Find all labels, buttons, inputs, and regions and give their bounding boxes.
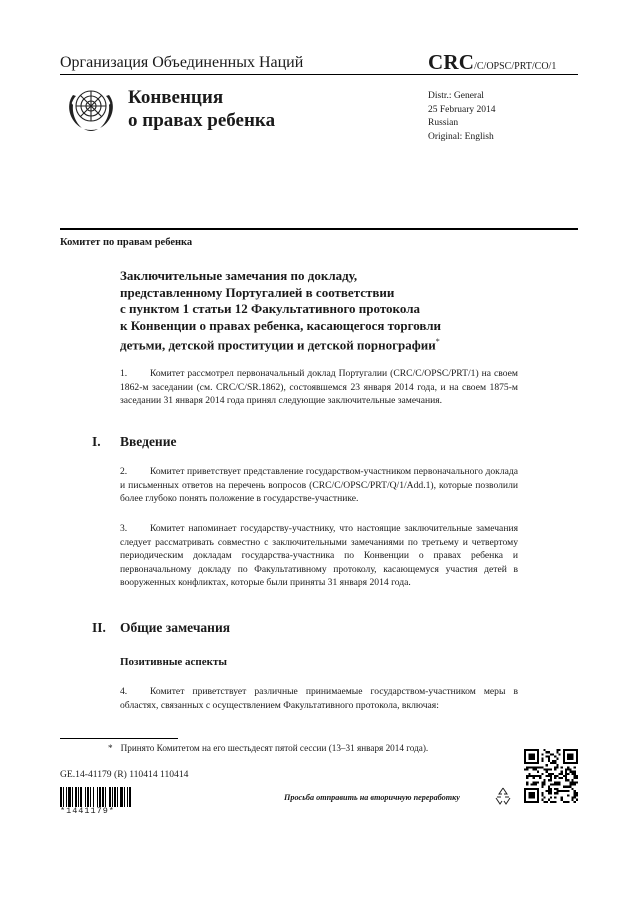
paragraph-1 <box>120 367 518 408</box>
title-line: представленному Португалией в соответствии <box>120 284 395 300</box>
recycle-icon <box>492 785 514 807</box>
convention-title-line2: о правах ребенка <box>128 110 276 131</box>
paragraph-text: Комитет напоминает государству-участнику, что настоящие заключительные замечания следует рассматривать совместно с заключительными замечаниями по третьему и четвертому периодическим докладам государства-участника по Конвенции о правах ребенка и первоначальному докладу по Факультативному протоколу, касающемуся участия детей в вооруженных конфликтах, которые были приняты 31 января 2014 года. <box>120 523 518 589</box>
header-rule <box>60 74 578 75</box>
title-line: с пунктом 1 статьи 12 Факультативного протокола <box>120 301 420 316</box>
convention-title <box>128 86 275 132</box>
job-number: GE.14-41179 (R) 110414 110414 <box>60 769 189 780</box>
section-number: II. <box>92 620 106 635</box>
paragraph-3 <box>120 522 518 590</box>
convention-title-line1: Конвенция <box>128 87 224 108</box>
subsection-heading: Позитивные аспекты <box>120 656 227 668</box>
original-language: Original: English <box>428 131 494 142</box>
document-title <box>120 268 560 354</box>
symbol-main: CRC <box>428 50 475 74</box>
paragraph-number: 3. <box>120 523 128 534</box>
title-footnote-mark: * <box>435 337 440 346</box>
recycle-note: Просьба отправить на вторичную переработку <box>284 793 460 802</box>
paragraph-text: Комитет рассмотрел первоначальный доклад Португалии (CRC/C/OPSC/PRT/1) на своем 1862-м заседании (см. CRC/C/SR.1862), состоявшемся 23 января 2014 года, и на своем 1875-м заседании 31 января 2014 года принял следующие заключительные замечания. <box>120 368 518 407</box>
footnote-mark: * <box>108 743 113 753</box>
section-heading: Общие замечания <box>120 620 231 635</box>
footnote-rule <box>60 738 178 739</box>
paragraph-number: 4. <box>120 686 128 697</box>
distribution-block <box>428 90 496 144</box>
footnote <box>108 743 428 753</box>
distribution: Distr.: General <box>428 91 484 101</box>
paragraph-4 <box>120 685 518 712</box>
organization-name: Организация Объединенных Наций <box>60 54 304 71</box>
un-emblem-icon <box>64 81 118 135</box>
issue-date: 25 February 2014 <box>428 104 496 115</box>
language: Russian <box>428 118 459 128</box>
section-number: I. <box>92 434 101 449</box>
qr-code-icon <box>524 749 578 803</box>
section-heading: Введение <box>120 434 177 449</box>
title-line: к Конвенции о правах ребенка, касающегося торговли <box>120 317 442 333</box>
title-line: Заключительные замечания по докладу, <box>120 268 358 283</box>
title-rule <box>60 228 578 230</box>
title-line-text: детьми, детской проституции и детской порнографии <box>120 337 436 353</box>
paragraph-number: 1. <box>120 368 128 379</box>
committee-name: Комитет по правам ребенка <box>60 237 193 248</box>
paragraph-2 <box>120 465 518 506</box>
paragraph-text: Комитет приветствует различные принимаемые государством-участником меры в областях, связанных с осуществлением Факультативного протокола, включая: <box>120 686 518 711</box>
paragraph-number: 2. <box>120 466 128 477</box>
symbol-suffix: /C/OPSC/PRT/CO/1 <box>474 61 557 72</box>
paragraph-text: Комитет приветствует представление государством-участником первоначального доклада и письменных ответов на перечень вопросов (CRC/C/OPSC/PRT/Q/1/Add.1), которые позволили более глубоко понять положение в государстве-участнике. <box>120 466 518 505</box>
footnote-text: Принято Комитетом на его шестьдесят пятой сессии (13–31 января 2014 года). <box>120 743 429 753</box>
barcode-text: *1441179* <box>60 806 115 816</box>
barcode-icon <box>60 787 154 807</box>
title-line <box>120 334 560 354</box>
document-symbol <box>428 50 556 75</box>
